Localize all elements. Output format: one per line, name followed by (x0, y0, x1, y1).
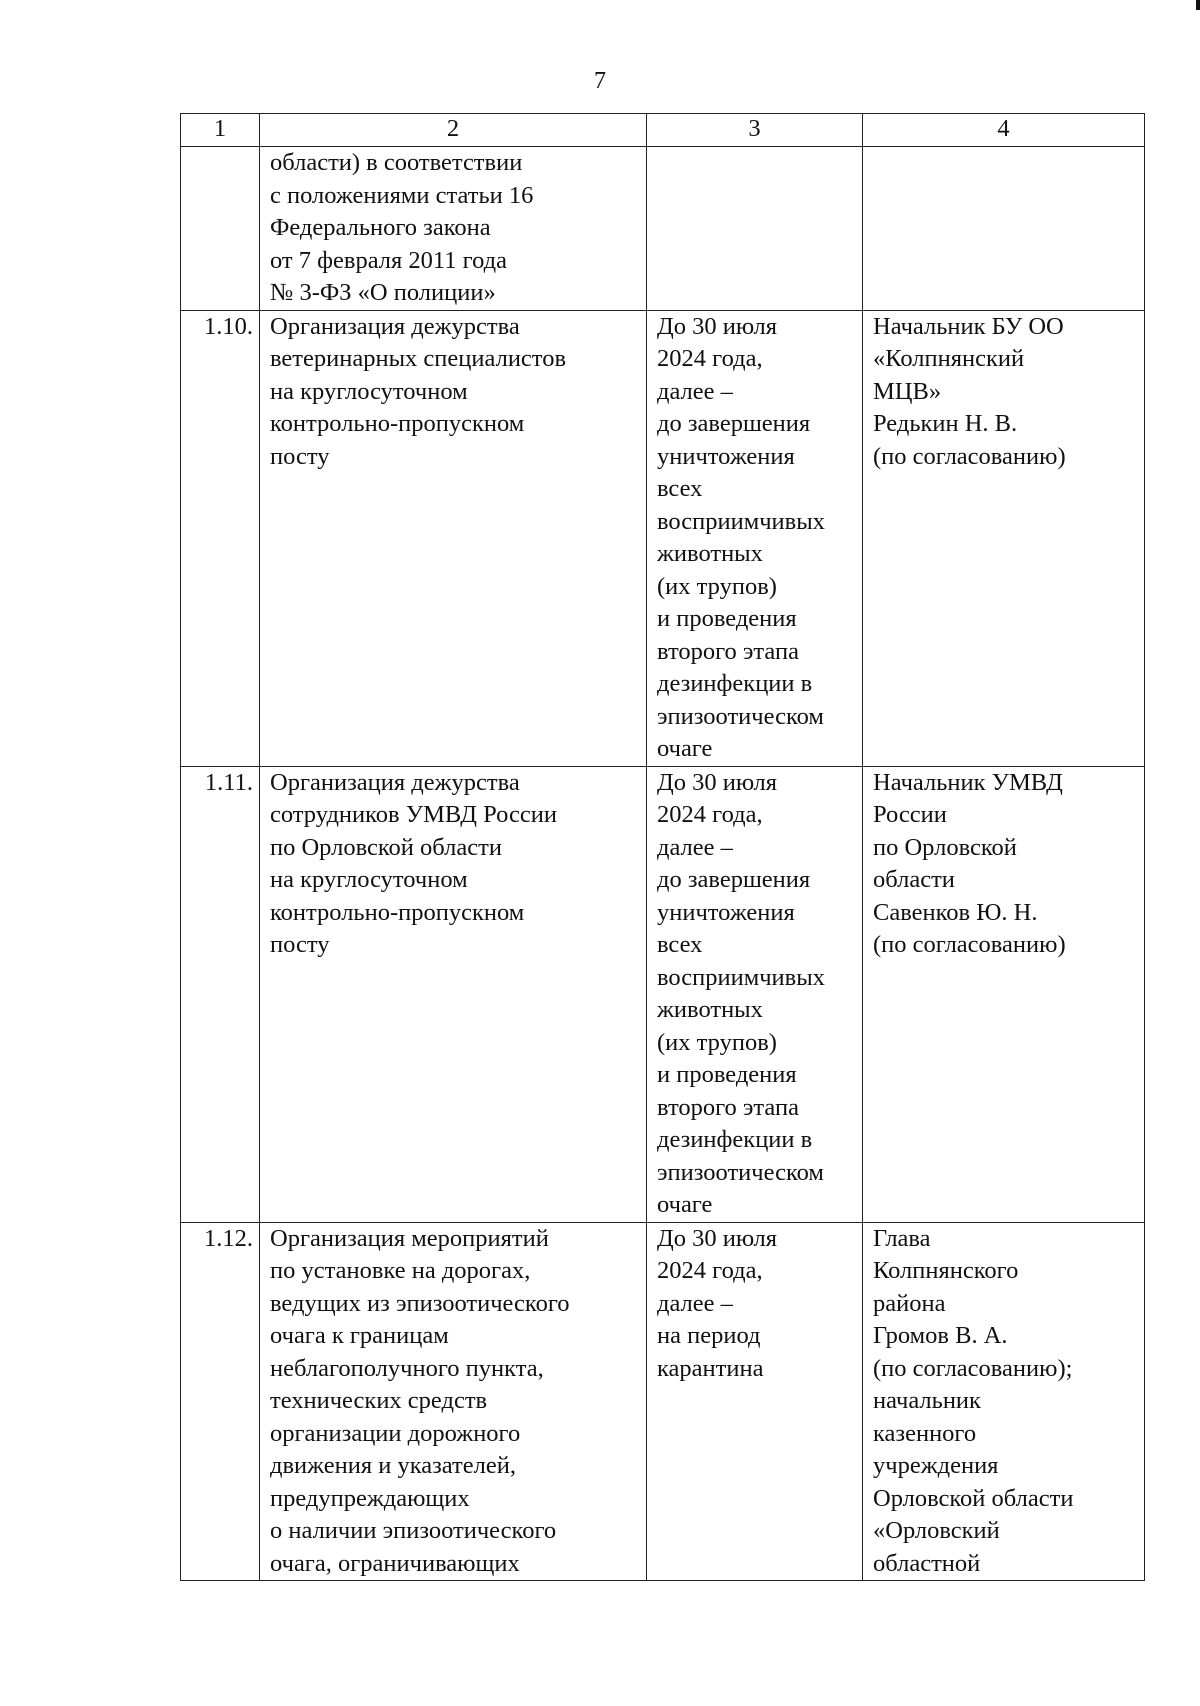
text-line: восприимчивых (657, 963, 825, 991)
text-line: До 30 июля (657, 768, 778, 796)
scan-mark (1196, 0, 1200, 10)
text-line: (по согласованию) (873, 931, 1066, 958)
text-line: (их трупов) (657, 1028, 777, 1056)
text-line: посту (270, 442, 330, 470)
text-line: (по согласованию) (873, 442, 1066, 470)
text-line: 2024 года, (657, 801, 763, 828)
text-line: дезинфекции в (657, 1126, 813, 1153)
text-line: МЦВ» (873, 377, 942, 405)
text-line: Начальник УМВД (873, 768, 1063, 796)
text-line: и проведения (657, 605, 797, 632)
text-line: (по согласованию); (873, 1354, 1073, 1382)
table-row (181, 1222, 1145, 1581)
text-line: сотрудников УМВД России (270, 801, 557, 828)
text-line: области (873, 866, 955, 893)
text-line: движения и указателей, (270, 1452, 516, 1479)
text-line: (их трупов) (657, 572, 777, 600)
responsible-cell (863, 147, 1145, 311)
text-line: на период (657, 1322, 761, 1349)
item-number-cell: 1.12. (181, 1222, 260, 1581)
text-line: по установке на дорогах, (270, 1257, 531, 1284)
text-line: всех (657, 931, 703, 958)
text-line: всех (657, 475, 703, 502)
text-line: восприимчивых (657, 507, 825, 535)
text-line: уничтожения (657, 898, 795, 926)
text-line: Глава (873, 1224, 931, 1252)
text-line: казенного (873, 1419, 977, 1447)
text-line: области) в соответствии (270, 149, 523, 176)
text-line: по Орловской (873, 833, 1017, 861)
text-line: от 7 февраля 2011 года (270, 246, 507, 274)
text-line: и проведения (657, 1061, 797, 1088)
text-line: контрольно-пропускном (270, 410, 525, 437)
text-line: технических средств (270, 1387, 488, 1414)
text-line: Савенков Ю. Н. (873, 898, 1038, 926)
text-line: Организация мероприятий (270, 1224, 549, 1252)
header-row (181, 114, 1145, 147)
text-line: далее – (657, 833, 733, 861)
action-cell (260, 766, 647, 1222)
action-cell (260, 310, 647, 766)
deadline-cell (647, 766, 863, 1222)
text-line: эпизоотическом (657, 1158, 824, 1186)
action-cell (260, 1222, 647, 1581)
text-line: Организация дежурства (270, 768, 520, 796)
column-header-deadline: 3 (647, 114, 863, 147)
text-line: до завершения (657, 410, 811, 437)
text-line: 2024 года, (657, 1257, 763, 1284)
deadline-cell (647, 1222, 863, 1581)
text-line: До 30 июля (657, 312, 778, 340)
text-line: очага к границам (270, 1322, 449, 1349)
text-line: животных (657, 540, 763, 567)
text-line: учреждения (873, 1452, 999, 1479)
text-line: на круглосуточном (270, 866, 468, 893)
text-line: очаге (657, 735, 713, 762)
text-line: Федерального закона (270, 214, 491, 241)
column-header-number: 1 (181, 114, 260, 147)
table-row (181, 766, 1145, 1222)
plan-table (180, 113, 1145, 1581)
deadline-cell (647, 310, 863, 766)
table-row (181, 310, 1145, 766)
text-line: начальник (873, 1387, 981, 1414)
text-line: второго этапа (657, 1093, 799, 1121)
text-line: Редькин Н. В. (873, 410, 1018, 437)
text-line: уничтожения (657, 442, 795, 470)
text-line: дезинфекции в (657, 670, 813, 697)
responsible-cell (863, 310, 1145, 766)
text-line: эпизоотическом (657, 702, 824, 730)
text-line: посту (270, 931, 330, 958)
text-line: Колпнянского (873, 1257, 1019, 1284)
text-line: Громов В. А. (873, 1322, 1008, 1349)
text-line: 2024 года, (657, 345, 763, 372)
text-line: контрольно-пропускном (270, 898, 525, 926)
text-line: До 30 июля (657, 1224, 778, 1252)
text-line: ведущих из эпизоотического (270, 1289, 570, 1317)
responsible-cell (863, 766, 1145, 1222)
text-line: с положениями статьи 16 (270, 181, 534, 209)
item-number-cell: 1.10. (181, 310, 260, 766)
action-cell (260, 147, 647, 311)
text-line: № 3-ФЗ «О полиции» (270, 279, 496, 306)
column-header-action: 2 (260, 114, 647, 147)
text-line: далее – (657, 1289, 733, 1317)
deadline-cell (647, 147, 863, 311)
text-line: «Орловский (873, 1517, 1000, 1544)
text-line: России (873, 801, 947, 828)
text-line: района (873, 1289, 946, 1317)
text-line: организации дорожного (270, 1419, 521, 1447)
text-line: неблагополучного пункта, (270, 1354, 544, 1382)
text-line: до завершения (657, 866, 811, 893)
text-line: предупреждающих (270, 1484, 470, 1512)
text-line: Начальник БУ ОО (873, 312, 1064, 340)
text-line: второго этапа (657, 637, 799, 665)
item-number-cell (181, 147, 260, 311)
text-line: очага, ограничивающих (270, 1549, 520, 1577)
table-row (181, 147, 1145, 311)
text-line: по Орловской области (270, 833, 502, 861)
text-line: о наличии эпизоотического (270, 1517, 557, 1544)
text-line: карантина (657, 1354, 764, 1382)
text-line: животных (657, 996, 763, 1023)
page-number: 7 (594, 68, 606, 94)
item-number-cell: 1.11. (181, 766, 260, 1222)
text-line: Организация дежурства (270, 312, 520, 340)
text-line: Орловской области (873, 1484, 1074, 1512)
table-body (181, 147, 1145, 1581)
text-line: очаге (657, 1191, 713, 1218)
text-line: далее – (657, 377, 733, 405)
text-line: областной (873, 1549, 981, 1577)
text-line: на круглосуточном (270, 377, 468, 405)
text-line: ветеринарных специалистов (270, 345, 567, 372)
responsible-cell (863, 1222, 1145, 1581)
column-header-responsible: 4 (863, 114, 1145, 147)
text-line: «Колпнянский (873, 345, 1025, 372)
